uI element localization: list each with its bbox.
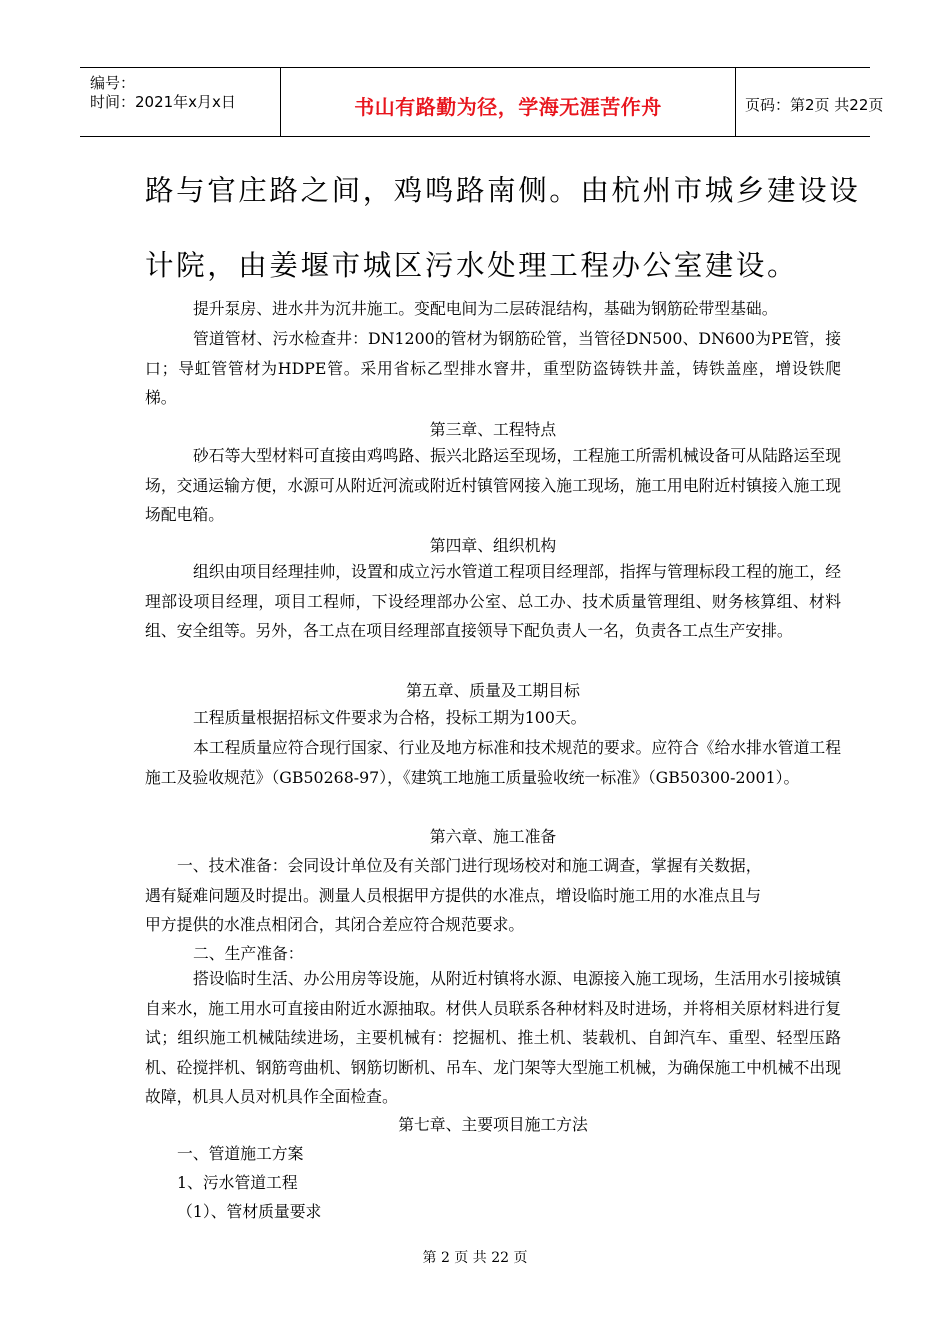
- chapter-6-title: 第六章、施工准备: [429, 827, 557, 846]
- paragraph-production-prep: [145, 964, 841, 1112]
- paragraph-pipes: [145, 324, 841, 413]
- page-header: [80, 67, 884, 137]
- chapter-5-title: 第五章、质量及工期目标: [406, 681, 580, 700]
- paragraph-text: 砂石等大型材料可直接由鸡鸣路、振兴北路运至现场，工程施工所需机械设备可从陆路运至现场，交通运输方便，水源可从附近河流或附近村镇管网接入施工现场，施工用电附近村镇接入施工现场配电箱。: [145, 446, 841, 524]
- tech-prep-line-1: 一、技术准备：会同设计单位及有关部门进行现场校对和施工调查，掌握有关数据，: [177, 856, 762, 875]
- production-prep-heading: 二、生产准备：: [193, 944, 304, 963]
- tech-prep-line-2: 遇有疑难问题及时提出。测量人员根据甲方提供的水准点，增设临时施工用的水准点且与: [145, 886, 762, 905]
- list-item: 一、管道施工方案: [177, 1144, 304, 1163]
- paragraph-text: 本工程质量应符合现行国家、行业及地方标准和技术规范的要求。应符合《给水排水管道工程施工及验收规范》（GB50268-97），《建筑工地施工质量验收统一标准》（GB50300-2001）。: [145, 738, 841, 787]
- list-item: 1、污水管道工程: [177, 1173, 298, 1192]
- paragraph-features: [145, 441, 841, 530]
- page-info: 页码：第2页 共22页: [745, 96, 884, 114]
- chapter-3-title: 第三章、工程特点: [429, 420, 557, 439]
- page-footer: 第 2 页 共 22 页: [422, 1250, 528, 1266]
- header-page-cell: [735, 68, 884, 136]
- paragraph-text: 组织由项目经理挂帅，设置和成立污水管道工程项目经理部，指挥与管理标段工程的施工，经理部设项目经理，项目工程师，下设经理部办公室、总工办、技术质量管理组、财务核算组、材料组、安全组等。另外，各工点在项目经理部直接领导下配负责人一名，负责各工点生产安排。: [145, 562, 841, 640]
- paragraph-pump-house: [145, 294, 841, 324]
- list-item: （1）、管材质量要求: [177, 1202, 322, 1221]
- header-motto-cell: [280, 68, 736, 136]
- chapter-4-title: 第四章、组织机构: [429, 536, 557, 555]
- paragraph-text: 搭设临时生活、办公用房等设施，从附近村镇将水源、电源接入施工现场，生活用水引接城镇自来水，施工用水可直接由附近水源抽取。材供人员联系各种材料及时进场，并将相关原材料进行复试；组织施工机械陆续进场，主要机械有：挖掘机、推土机、装载机、自卸汽车、重型、轻型压路机、砼搅拌机、钢筋弯曲机、钢筋切断机、吊车、龙门架等大型施工机械，为确保施工中机械不出现故障，机具人员对机具作全面检查。: [145, 969, 841, 1106]
- document-date: 时间：2021年x月x日: [90, 93, 236, 111]
- motto: 书山有路勤为径，学海无涯苦作舟: [354, 95, 662, 119]
- tech-prep-line-3: 甲方提供的水准点相闭合，其闭合差应符合规范要求。: [145, 915, 525, 934]
- paragraph-text: 管道管材、污水检查井：DN1200的管材为钢筋砼管，当管径DN500、DN600为PE管，接口；导虹管管材为HDPE管。采用省标乙型排水窨井，重型防盗铸铁井盖，铸铁盖座，增设铁爬梯。: [145, 329, 841, 407]
- paragraph-text: 提升泵房、进水井为沉井施工。变配电间为二层砖混结构，基础为钢筋砼带型基础。: [193, 299, 778, 318]
- chapter-7-title: 第七章、主要项目施工方法: [398, 1115, 588, 1134]
- heading-line-1: 路与官庄路之间，鸡鸣路南侧。由杭州市城乡建设设: [145, 174, 861, 207]
- paragraph-text: 工程质量根据招标文件要求为合格，投标工期为100天。: [193, 708, 587, 727]
- paragraph-quality-target: [145, 703, 841, 733]
- paragraph-organization: [145, 557, 841, 646]
- paragraph-standards: [145, 733, 841, 792]
- heading-line-2: 计院，由姜堰市城区污水处理工程办公室建设。: [145, 249, 799, 282]
- header-meta: [80, 68, 280, 136]
- document-number: 编号：: [90, 74, 136, 92]
